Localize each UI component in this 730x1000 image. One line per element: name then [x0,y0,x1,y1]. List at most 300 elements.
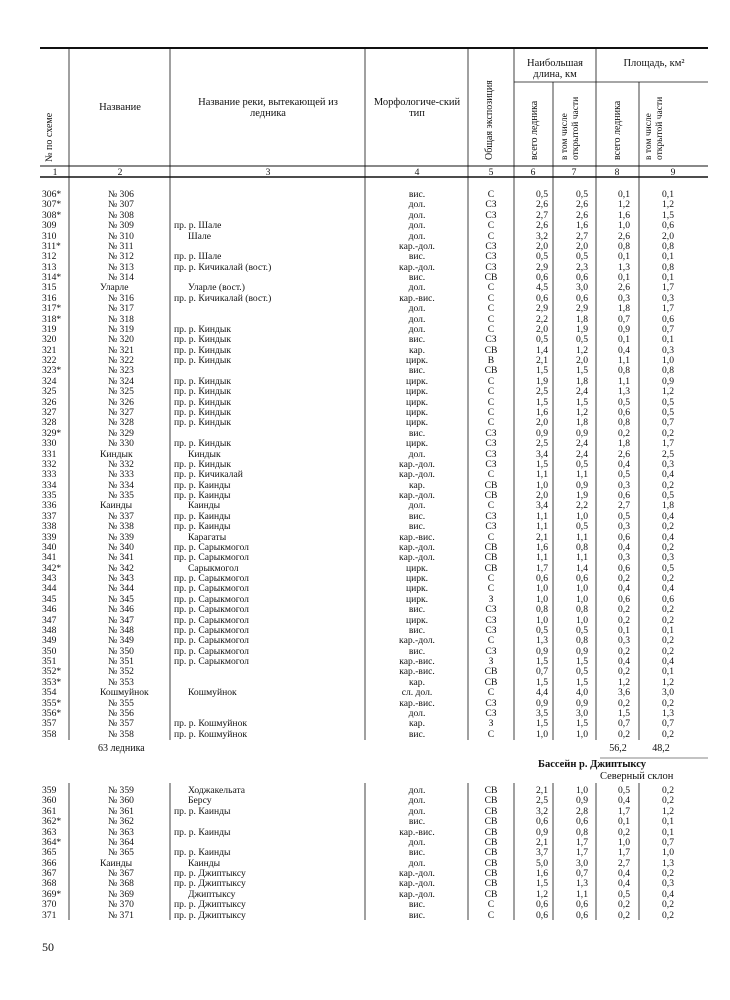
cell-name: № 324 [108,375,134,387]
cell-morph-type: дол. [408,209,426,221]
cell-length-total: 1,7 [536,562,548,574]
cell-exposure: СЗ [485,448,497,460]
cell-number: 309 [42,220,57,232]
cell-length-total: 2,0 [536,323,548,335]
cell-area-open: 0,3 [662,552,674,564]
cell-length-total: 0,7 [536,666,548,678]
cell-length-open: 0,8 [576,635,588,647]
cell-length-open: 4,0 [576,687,588,699]
cell-length-open: 2,6 [576,209,588,221]
cell-length-open: 1,3 [576,878,588,890]
cell-area-open: 0,7 [662,718,674,730]
cell-number: 341 [42,552,57,564]
cell-length-total: 1,5 [536,878,548,890]
cell-number: 362* [42,816,62,828]
cell-name: № 340 [108,541,134,553]
cell-exposure: С [487,500,495,512]
cell-length-total: 0,5 [536,334,548,346]
cell-length-total: 3,2 [536,230,548,242]
cell-length-total: 1,5 [536,458,548,470]
cell-length-total: 2,5 [536,795,548,807]
cell-area-open: 0,5 [662,562,674,574]
cell-number: 345 [42,593,57,605]
cell-river: пр. р. Джиптыксу [174,868,246,880]
cell-name: Уларле [100,282,129,294]
cell-length-total: 0,9 [536,427,548,439]
cell-morph-type: дол. [408,303,426,315]
header-area-group: Площадь, км² [623,58,685,69]
cell-area-total: 0,1 [618,334,630,346]
cell-number: 344 [42,583,57,595]
cell-exposure: СВ [484,805,498,817]
cell-length-open: 2,9 [576,303,588,315]
cell-length-total: 1,5 [536,656,548,668]
cell-length-open: 1,1 [576,888,588,900]
cell-river: пр. р. Кичикалай (вост.) [174,261,272,273]
cell-area-open: 0,1 [662,666,674,678]
cell-area-total: 0,4 [618,583,630,595]
cell-length-total: 1,2 [536,888,548,900]
cell-length-open: 1,8 [576,417,588,429]
cell-area-open: 0,2 [662,868,674,880]
cell-exposure: СВ [484,888,498,900]
cell-area-open: 0,2 [662,604,674,616]
cell-exposure: СЗ [485,240,497,252]
cell-name: № 332 [108,458,134,470]
cell-river: пр. р. Сарыкмогол [174,593,249,605]
cell-area-total: 1,6 [618,209,630,221]
cell-morph-type: кар. [409,479,425,491]
cell-name: № 352 [108,666,134,678]
cell-river: пр. р. Киндык [174,396,231,408]
cell-morph-type: вис. [408,604,426,616]
cell-number: 368 [42,878,57,890]
cell-number: 357 [42,718,57,730]
cell-morph-type: кар.-дол. [399,240,435,252]
cell-area-total: 0,2 [618,573,630,585]
cell-length-total: 0,6 [536,816,548,828]
cell-area-total: 0,3 [618,292,630,304]
cell-length-open: 2,4 [576,386,588,398]
cell-length-open: 0,8 [576,604,588,616]
cell-name: № 360 [108,795,134,807]
cell-morph-type: кар.-вис. [399,666,435,678]
cell-length-open: 1,2 [576,344,588,356]
cell-number: 317* [42,303,62,315]
cell-length-open: 3,0 [576,857,588,869]
cell-length-open: 0,6 [576,272,588,284]
header-length-group: Наибольшая длина, км [527,58,583,80]
header-col7: в том числе открытой части [560,96,581,160]
cell-name: № 371 [108,909,134,921]
cell-morph-type: кар.-дол. [399,635,435,647]
column-number-1: 1 [52,167,58,178]
cell-name: № 345 [108,593,134,605]
cell-name: № 351 [108,656,134,668]
cell-morph-type: вис. [408,272,426,284]
cell-length-total: 2,5 [536,438,548,450]
cell-exposure: СВ [484,785,498,796]
cell-exposure: СЗ [485,510,497,522]
cell-exposure: СЗ [485,708,497,719]
cell-name: № 310 [108,230,134,242]
cell-area-total: 0,8 [618,417,630,429]
header-col-name: Название [99,102,141,113]
cell-number: 337 [42,510,57,522]
cell-length-total: 5,0 [536,857,548,869]
cell-river: Карагаты [188,531,227,543]
cell-number: 313 [42,261,57,273]
cell-area-open: 0,1 [662,816,674,828]
cell-name: № 311 [108,240,134,252]
cell-area-total: 1,8 [618,303,630,315]
cell-name: № 368 [108,878,134,890]
column-number-3: 3 [265,167,271,178]
cell-length-open: 1,5 [576,718,588,730]
cell-length-open: 2,0 [576,240,588,252]
cell-length-total: 1,0 [536,728,548,740]
cell-name: № 327 [108,406,134,418]
cell-number: 355* [42,697,62,709]
cell-morph-type: кар.-дол. [399,552,435,564]
cell-area-total: 0,6 [618,406,630,418]
cell-area-total: 0,3 [618,552,630,564]
cell-area-open: 1,3 [662,857,674,869]
cell-length-total: 2,1 [536,785,548,796]
cell-area-open: 0,4 [662,510,674,522]
cell-area-open: 0,8 [662,365,674,377]
cell-exposure: СЗ [485,427,497,439]
cell-number: 332 [42,458,57,470]
cell-area-total: 1,7 [618,847,630,859]
cell-number: 327 [42,406,57,418]
cell-length-total: 1,4 [536,344,548,356]
cell-morph-type: кар.-дол. [399,261,435,273]
cell-morph-type: кар.-вис. [399,697,435,709]
cell-exposure: С [487,375,495,387]
cell-morph-type: дол. [408,836,426,848]
slope-title: Северный склон [600,771,674,782]
cell-area-total: 0,2 [618,614,630,626]
cell-name: Каинды [100,857,133,869]
cell-length-total: 1,9 [536,375,548,387]
cell-river: Каинды [188,857,221,869]
cell-name: № 342 [108,562,134,574]
cell-morph-type: вис. [408,899,426,911]
cell-area-open: 0,1 [662,334,674,346]
cell-exposure: С [487,899,495,911]
cell-morph-type: вис. [408,909,426,921]
cell-name: № 317 [108,303,134,315]
cell-area-open: 0,2 [662,614,674,626]
cell-area-total: 2,7 [618,500,630,512]
cell-area-total: 2,6 [618,230,630,242]
cell-area-total: 0,1 [618,189,630,200]
cell-morph-type: цирк. [405,386,429,398]
cell-exposure: СВ [484,666,498,678]
cell-area-open: 0,4 [662,583,674,595]
cell-number: 331 [42,448,57,460]
cell-river: Каинды [188,500,221,512]
cell-length-open: 0,5 [576,666,588,678]
cell-length-total: 2,6 [536,220,548,232]
cell-name: № 326 [108,396,134,408]
cell-morph-type: цирк. [405,396,429,408]
cell-area-open: 0,3 [662,458,674,470]
cell-area-open: 0,5 [662,396,674,408]
cell-area-open: 1,3 [662,708,674,719]
cell-number: 312 [42,251,57,263]
cell-name: № 370 [108,899,134,911]
cell-name: № 353 [108,676,134,688]
cell-area-open: 0,7 [662,836,674,848]
cell-river: пр. р. Каинды [174,490,231,502]
cell-area-open: 0,8 [662,240,674,252]
cell-morph-type: кар. [409,344,425,356]
cell-number: 352* [42,666,62,678]
cell-river: пр. р. Кошмуйнок [174,728,248,740]
cell-exposure: С [487,292,495,304]
cell-area-total: 0,7 [618,718,630,730]
cell-morph-type: кар.-вис. [399,531,435,543]
cell-river: Ходжакельата [188,785,246,796]
cell-morph-type: цирк. [405,573,429,585]
cell-area-open: 0,1 [662,272,674,284]
cell-number: 330 [42,438,57,450]
cell-length-open: 1,0 [576,728,588,740]
cell-length-total: 2,9 [536,261,548,273]
cell-length-open: 1,0 [576,614,588,626]
cell-length-open: 0,5 [576,334,588,346]
cell-area-total: 0,4 [618,878,630,890]
cell-length-total: 3,5 [536,708,548,719]
cell-area-total: 0,5 [618,785,630,796]
cell-area-open: 0,2 [662,728,674,740]
cell-morph-type: дол. [408,323,426,335]
cell-length-total: 0,6 [536,899,548,911]
cell-area-open: 1,2 [662,386,674,398]
cell-number: 338 [42,521,57,533]
cell-number: 336 [42,500,57,512]
cell-river: пр. р. Киндык [174,375,231,387]
cell-number: 349 [42,635,57,647]
cell-exposure: В [487,355,495,367]
cell-number: 356* [42,708,62,719]
cell-river: Берсу [188,795,212,807]
cell-number: 343 [42,573,57,585]
cell-length-total: 1,1 [536,552,548,564]
column-number-2: 2 [117,167,123,178]
cell-exposure: СЗ [485,521,497,533]
cell-morph-type: кар.-вис. [399,656,435,668]
cell-name: № 335 [108,490,134,502]
cell-length-open: 3,0 [576,282,588,294]
cell-exposure: СВ [484,816,498,828]
cell-area-total: 0,4 [618,795,630,807]
cell-area-total: 0,8 [618,240,630,252]
cell-length-open: 0,5 [576,189,588,200]
cell-exposure: С [487,230,495,242]
cell-length-total: 1,0 [536,614,548,626]
cell-name: Каинды [100,500,133,512]
cell-area-open: 0,1 [662,624,674,636]
cell-name: № 321 [108,344,134,356]
cell-name: № 333 [108,469,134,481]
cell-name: № 346 [108,604,134,616]
cell-name: № 308 [108,209,134,221]
cell-number: 340 [42,541,57,553]
cell-area-open: 0,2 [662,645,674,657]
cell-length-open: 2,0 [576,355,588,367]
subtotal-area-total: 56,2 [609,743,627,754]
cell-exposure: СЗ [485,624,497,636]
cell-river: пр. р. Киндык [174,438,231,450]
cell-area-total: 0,4 [618,344,630,356]
column-number-6: 6 [530,167,536,178]
cell-morph-type: цирк. [405,583,429,595]
cell-number: 324 [42,375,57,387]
cell-name: № 320 [108,334,134,346]
cell-morph-type: дол. [408,199,426,211]
basin-title: Бассейн р. Джиптыксу [538,759,646,770]
cell-number: 348 [42,624,57,636]
cell-morph-type: дол. [408,448,426,460]
cell-river: пр. р. Киндык [174,458,231,470]
cell-river: пр. р. Сарыкмогол [174,624,249,636]
header-col8: всего ледника [612,100,623,160]
cell-exposure: С [487,531,495,543]
cell-area-open: 1,2 [662,199,674,211]
cell-area-open: 0,6 [662,313,674,325]
cell-length-total: 2,2 [536,313,548,325]
cell-length-open: 0,5 [576,624,588,636]
cell-area-total: 0,2 [618,427,630,439]
cell-number: 318* [42,313,62,325]
cell-number: 354 [42,687,57,699]
cell-length-total: 3,7 [536,847,548,859]
cell-name: № 341 [108,552,134,564]
cell-name: № 367 [108,868,134,880]
cell-length-total: 1,5 [536,718,548,730]
cell-length-open: 2,4 [576,438,588,450]
cell-area-open: 2,5 [662,448,674,460]
cell-morph-type: дол. [408,708,426,719]
cell-area-open: 3,0 [662,687,674,699]
cell-area-open: 0,2 [662,521,674,533]
cell-area-open: 1,5 [662,209,674,221]
cell-area-open: 0,6 [662,220,674,232]
cell-name: № 350 [108,645,134,657]
cell-exposure: СВ [484,857,498,869]
cell-number: 326 [42,396,57,408]
cell-number: 316 [42,292,57,304]
cell-name: № 361 [108,805,134,817]
cell-morph-type: цирк. [405,562,429,574]
header-col-number: № по схеме [44,112,55,162]
cell-exposure: С [487,728,495,740]
cell-length-open: 0,6 [576,816,588,828]
cell-name: № 312 [108,251,134,263]
cell-area-open: 0,4 [662,656,674,668]
cell-length-open: 0,9 [576,479,588,491]
cell-morph-type: цирк. [405,406,429,418]
cell-length-open: 1,7 [576,836,588,848]
cell-morph-type: дол. [408,500,426,512]
cell-number: 328 [42,417,57,429]
cell-exposure: С [487,573,495,585]
cell-river: пр. р. Киндык [174,334,231,346]
cell-area-total: 0,7 [618,313,630,325]
cell-length-total: 0,6 [536,272,548,284]
cell-length-open: 2,2 [576,500,588,512]
cell-morph-type: кар.-вис. [399,292,435,304]
cell-area-total: 2,6 [618,448,630,460]
cell-name: № 323 [108,365,134,377]
cell-length-total: 1,0 [536,593,548,605]
cell-area-open: 0,3 [662,344,674,356]
cell-area-total: 1,2 [618,199,630,211]
cell-area-open: 0,6 [662,593,674,605]
cell-morph-type: цирк. [405,593,429,605]
cell-area-open: 0,8 [662,261,674,273]
cell-exposure: СЗ [485,209,497,221]
cell-length-open: 1,4 [576,562,588,574]
cell-exposure: СВ [484,541,498,553]
cell-river: пр. р. Каинды [174,510,231,522]
cell-name: № 339 [108,531,134,543]
cell-number: 366 [42,857,57,869]
cell-length-open: 0,6 [576,899,588,911]
cell-name: № 349 [108,635,134,647]
cell-area-open: 0,2 [662,909,674,921]
cell-area-total: 0,5 [618,510,630,522]
cell-river: пр. р. Киндык [174,344,231,356]
cell-river: пр. р. Джиптыксу [174,878,246,890]
cell-number: 353* [42,676,62,688]
cell-length-open: 0,9 [576,645,588,657]
cell-length-open: 1,2 [576,406,588,418]
cell-area-open: 0,2 [662,785,674,796]
cell-length-total: 1,6 [536,406,548,418]
cell-number: 350 [42,645,57,657]
cell-name: № 318 [108,313,134,325]
cell-area-total: 0,1 [618,624,630,636]
cell-morph-type: вис. [408,728,426,740]
cell-exposure: СВ [484,490,498,502]
cell-river: пр. р. Киндык [174,355,231,367]
cell-area-total: 0,2 [618,604,630,616]
cell-exposure: СВ [484,272,498,284]
cell-morph-type: дол. [408,805,426,817]
cell-length-total: 1,0 [536,479,548,491]
cell-area-open: 2,0 [662,230,674,242]
cell-area-total: 0,5 [618,469,630,481]
cell-morph-type: дол. [408,785,426,796]
cell-length-total: 2,0 [536,240,548,252]
cell-exposure: СВ [484,795,498,807]
cell-morph-type: кар.-вис. [399,826,435,838]
cell-area-open: 0,2 [662,573,674,585]
cell-morph-type: вис. [408,521,426,533]
cell-number: 334 [42,479,57,491]
cell-area-open: 1,0 [662,847,674,859]
cell-morph-type: цирк. [405,438,429,450]
cell-area-total: 0,5 [618,888,630,900]
cell-river: пр. р. Каинды [174,847,231,859]
cell-length-open: 0,5 [576,458,588,470]
cell-morph-type: кар.-дол. [399,888,435,900]
cell-length-open: 0,7 [576,868,588,880]
